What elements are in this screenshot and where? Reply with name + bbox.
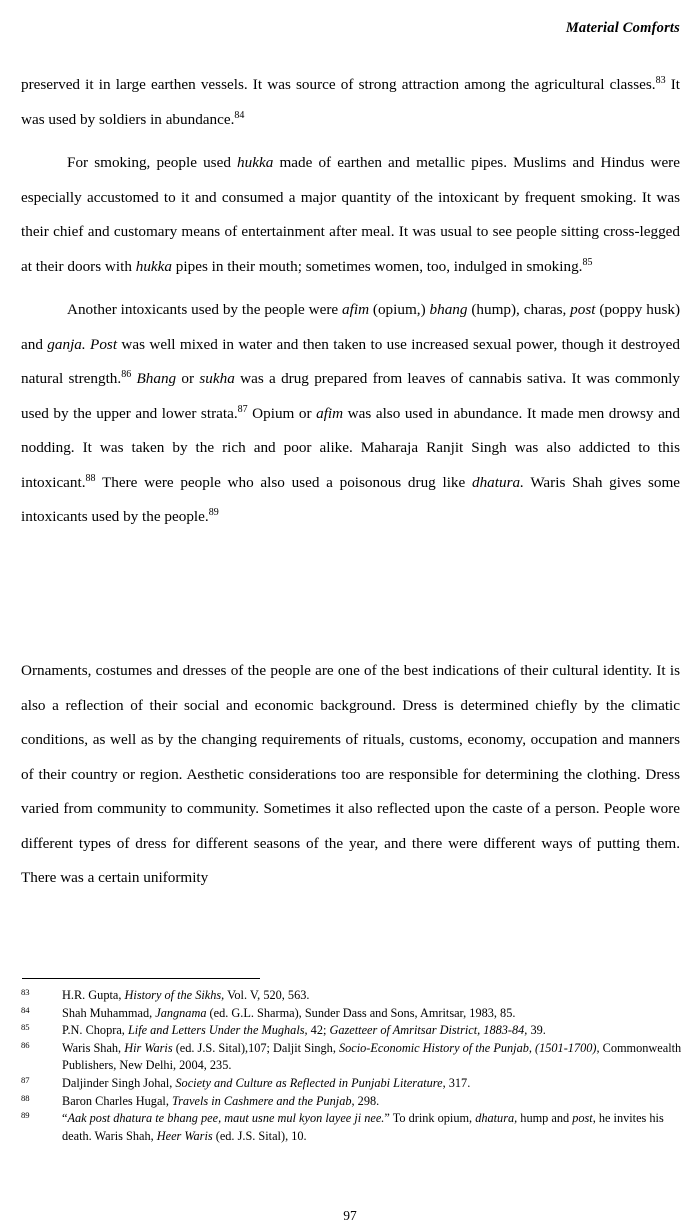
footnote-text (62, 1075, 685, 1092)
text-run: Vol. V, 520, 563. (224, 988, 310, 1002)
text-run: Waris Shah, (62, 1041, 125, 1056)
text-run: (hump), charas, (467, 301, 571, 318)
footnote-reference[interactable]: 88 (85, 472, 96, 484)
text-run: For smoking, people used (67, 154, 238, 171)
footnote-item (21, 1093, 685, 1110)
body-paragraph (21, 654, 680, 896)
footnote-list (21, 987, 685, 1145)
footnote-number[interactable]: 87 (21, 1075, 30, 1086)
text-run: (poppy husk) and (21, 301, 681, 353)
text-run: Baron Charles Hugal, (62, 1093, 172, 1108)
text-run: There were people who also used a poisonous drug like (95, 473, 472, 491)
footnote-item (21, 1075, 685, 1092)
footnote-text (62, 1005, 685, 1022)
italic-run: Socio-Economic History of the Punjab, (1501-1700), (338, 1041, 600, 1056)
footnote-item (21, 987, 685, 1004)
text-run: Shah Muhammad, (62, 1005, 156, 1020)
text-run: Opium or (247, 404, 317, 422)
text-run: Ornaments, costumes and dresses of the people are one of the best indications of their cultural identity. It is also a reflection of their social and economic background. Dress is determined chiefly by the climatic conditions, as well as by the changing requirements of rituals, customs, economy, occupation and manners of their country or region. Aesthetic considerations too are responsible for determining the clothing. Dress varied from community to community. Sometimes it also reflected upon the caste of a person. People wore different types of dress for different seasons of the year, and there were different ways of putting them. There was a certain uniformity (21, 662, 680, 886)
page-number: 97 (343, 1208, 357, 1223)
italic-run: afim (316, 404, 344, 422)
footnote-reference[interactable]: 89 (208, 506, 219, 518)
body-paragraph (21, 293, 680, 535)
footnote-item (21, 1022, 685, 1039)
italic-run: post (572, 1111, 593, 1126)
body-paragraph (21, 146, 680, 284)
footnote-area (21, 978, 685, 1145)
italic-run: Aak post dhatura te bhang pee, maut usne mul kyon layee ji nee. (67, 1111, 385, 1126)
italic-run: sukha (199, 370, 235, 387)
italic-run: post (570, 301, 596, 318)
text-run: , 298. (351, 1093, 380, 1108)
text-run: “ (62, 1111, 68, 1126)
italic-run: Heer Waris (156, 1128, 213, 1143)
text-run: was a drug prepared from leaves of cannabis sativa. It was commonly used by the upper and lower strata. (21, 370, 680, 422)
italic-run: dhatura. (471, 473, 524, 491)
footnote-reference[interactable]: 86 (121, 368, 132, 380)
body-text-block-second (21, 654, 680, 896)
italic-run: hukka (135, 257, 172, 275)
text-run: Daljinder Singh Johal, (62, 1076, 176, 1091)
italic-run: dhatura, (475, 1111, 518, 1126)
footnote-reference[interactable]: 83 (655, 74, 666, 86)
italic-run: Gazetteer of Amritsar District, 1883-84, (329, 1023, 528, 1038)
text-run: , he invites his death. Waris Shah, (62, 1111, 664, 1143)
running-head: Material Comforts (565, 20, 680, 36)
footnote-text (62, 1110, 685, 1144)
italic-run: Hir Waris (124, 1041, 173, 1056)
body-paragraph (21, 68, 680, 137)
text-run: (ed. G.L. Sharma), Sunder Dass and Sons, Amritsar, 1983, 85. (206, 1005, 516, 1020)
italic-run: History of the Sikhs, (124, 988, 225, 1002)
text-run: 39. (527, 1023, 546, 1038)
text-run: pipes in their mouth; sometimes women, too, indulged in smoking. (172, 257, 583, 275)
text-run: It was used by soldiers in abundance. (21, 76, 680, 128)
footnote-text (62, 987, 685, 1004)
text-run: Commonwealth Publishers, New Delhi, 2004, 235. (62, 1041, 682, 1073)
footnote-number[interactable]: 83 (21, 987, 30, 997)
text-run: H.R. Gupta, (62, 988, 125, 1002)
italic-run: afim (342, 301, 370, 318)
footnote-reference[interactable]: 87 (237, 403, 248, 415)
footnote-item (21, 1005, 685, 1022)
text-run: P.N. Chopra, (62, 1023, 128, 1038)
text-run: Another intoxicants used by the people were (67, 301, 343, 318)
text-run: , 317. (442, 1076, 471, 1091)
footnote-text (62, 1040, 685, 1074)
text-run: was also used in abundance. It made men drowsy and nodding. It was taken by the rich and poor alike. Maharaja Ranjit Singh was also addicted to this intoxicant. (21, 404, 680, 491)
footnote-item (21, 1040, 685, 1074)
italic-run: bhang (429, 301, 468, 318)
italic-run: ganja. Post (47, 335, 118, 353)
footnote-separator-rule (22, 978, 260, 979)
footnote-number[interactable]: 84 (21, 1004, 30, 1015)
footnote-number[interactable]: 86 (21, 1040, 30, 1051)
text-run: was well mixed in water and then taken to use increased sexual power, though it destroyed natural strength. (21, 335, 680, 387)
text-run: made of earthen and metallic pipes. Muslims and Hindus were especially accustomed to it and consumed a major quantity of the intoxicant by frequent smoking. It was their chief and customary means of entertainment after meal. It was usual to see people sitting cross-legged at their doors with (21, 154, 680, 275)
footnote-text (62, 1093, 685, 1110)
text-run: preserved it in large earthen vessels. It was source of strong attraction among the agricultural classes. (21, 76, 656, 93)
italic-run: Bhang (131, 370, 177, 387)
italic-run: Life and Letters Under the Mughals, (127, 1023, 308, 1038)
text-run: 42; (307, 1023, 330, 1038)
text-run: or (176, 370, 200, 387)
text-run: (ed. J.S. Sital),107; Daljit Singh, (172, 1041, 339, 1056)
footnote-number[interactable]: 88 (21, 1092, 30, 1103)
footnote-item (21, 1110, 685, 1144)
text-run: (opium,) (369, 301, 430, 318)
text-run: hump and (517, 1111, 573, 1126)
italic-run: Society and Culture as Reflected in Punjabi Literature (175, 1076, 443, 1091)
italic-run: hukka (237, 154, 274, 171)
footnote-number[interactable]: 89 (21, 1110, 30, 1121)
text-run: Waris Shah gives some intoxicants used by the people. (21, 473, 681, 525)
footnote-text (62, 1022, 685, 1039)
footnote-number[interactable]: 85 (21, 1022, 30, 1033)
italic-run: Travels in Cashmere and the Punjab (171, 1093, 352, 1108)
footnote-reference[interactable]: 85 (582, 256, 593, 268)
footnote-reference[interactable]: 84 (234, 109, 245, 121)
body-text-block (21, 68, 680, 535)
italic-run: Jangnama (155, 1005, 207, 1020)
text-run: ” To drink opium, (384, 1111, 476, 1126)
text-run: (ed. J.S. Sital), 10. (212, 1128, 307, 1143)
